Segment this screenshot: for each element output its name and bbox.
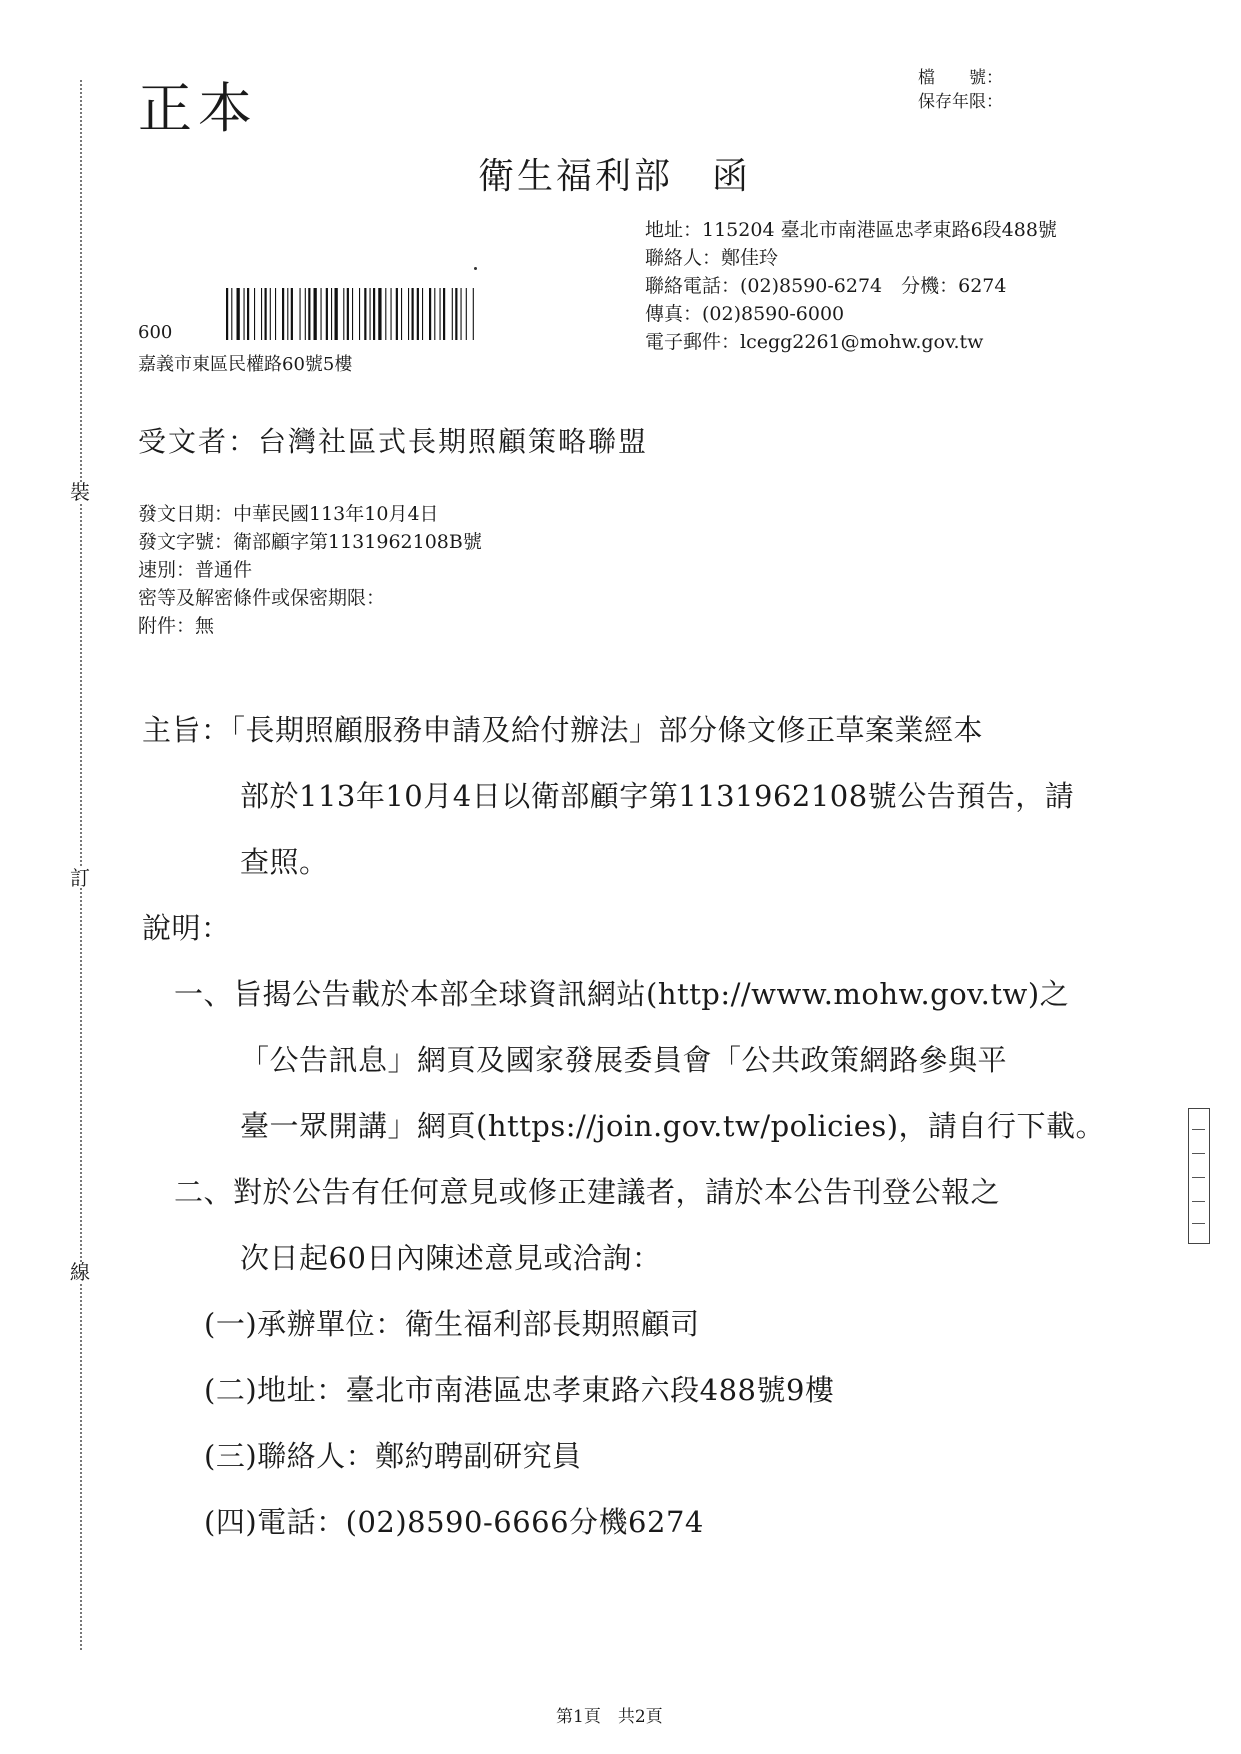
sender-contact-block	[645, 216, 1057, 356]
sub-item-1: (一)承辦單位：衛生福利部長期照顧司	[204, 1307, 700, 1341]
barcode-bar	[305, 288, 306, 340]
item-one-line-2: 「公告訊息」網頁及國家發展委員會「公共政策網路參與平	[240, 1043, 1008, 1077]
barcode-bar	[261, 288, 262, 340]
barcode-bar	[473, 288, 474, 340]
issue-date: 發文日期：中華民國113年10月4日	[138, 503, 439, 525]
barcode-bar	[373, 288, 375, 340]
recipient-line: 受文者：台灣社區式長期照顧策略聯盟	[138, 425, 649, 458]
subject-line-2: 部於113年10月4日以衛部顧字第1131962108號公告預告，請	[240, 779, 1075, 813]
barcode-bar	[455, 288, 457, 340]
barcode-bar	[352, 288, 353, 340]
barcode-bar	[247, 288, 249, 340]
secrecy-level: 密等及解密條件或保密期限：	[138, 587, 386, 609]
barcode-bar	[408, 288, 409, 340]
barcode-bar	[422, 288, 423, 340]
binding-mark-bottom: 線	[70, 1260, 90, 1284]
barcode-bar	[300, 288, 301, 340]
recipient-address: 嘉義市東區民權路60號5樓	[138, 354, 353, 375]
barcode-bar	[331, 288, 332, 340]
barcode-bar	[440, 288, 441, 340]
sub-item-2: (二)地址：臺北市南港區忠孝東路六段488號9樓	[204, 1373, 835, 1407]
barcode-bar	[335, 288, 338, 340]
barcode-bar	[359, 288, 360, 340]
item-two-line-1: 二、對於公告有任何意見或修正建議者，請於本公告刊登公報之	[174, 1175, 1001, 1209]
barcode-bar	[282, 288, 284, 340]
barcode-bar	[231, 288, 232, 340]
barcode-bar	[396, 288, 398, 340]
barcode-bar	[412, 288, 414, 340]
recipient-zip: 600	[138, 322, 173, 343]
sub-item-4: (四)電話：(02)8590-6666分機6274	[204, 1505, 704, 1539]
barcode-bar	[326, 288, 328, 340]
barcode-bar	[308, 288, 310, 340]
barcode-bar	[417, 288, 419, 340]
barcode-bar	[370, 288, 371, 340]
barcode-bar	[287, 288, 288, 340]
subject-line-3: 查照。	[240, 845, 329, 879]
barcode-bar	[265, 288, 267, 340]
barcode-bar	[291, 288, 293, 340]
item-one-line-3: 臺一眾開講」網頁(https://join.gov.tw/policies)，請自行下載。	[240, 1109, 1106, 1143]
barcode-bar	[452, 288, 453, 340]
binding-mark-top: 裝	[70, 480, 90, 504]
barcode-bar	[401, 288, 402, 340]
archive-number-label: 檔 號：	[918, 68, 1003, 88]
item-one-line-1: 一、旨揭公告載於本部全球資訊網站(http://www.mohw.gov.tw)之	[174, 977, 1070, 1011]
document-title: 衛生福利部 函	[478, 156, 752, 197]
contact-phone: 聯絡電話：(02)8590-6274 分機：6274	[645, 275, 1007, 297]
item-two-line-2: 次日起60日內陳述意見或洽詢：	[240, 1241, 662, 1275]
contact-person: 聯絡人：鄭佳玲	[645, 247, 779, 269]
archive-info	[918, 66, 1003, 114]
sub-item-3: (三)聯絡人：鄭約聘副研究員	[204, 1439, 582, 1473]
subject-line-1: 主旨：「長期照顧服務申請及給付辦法」部分條文修正草案業經本	[142, 713, 984, 747]
document-meta	[138, 500, 482, 640]
barcode-bar	[364, 288, 366, 340]
barcode-bar	[343, 288, 344, 340]
barcode-bar	[434, 288, 435, 340]
barcode-bar	[237, 288, 240, 340]
barcode-bar	[461, 288, 462, 340]
document-number: 發文字號：衛部顧字第1131962108B號	[138, 531, 482, 553]
page-number: 第1頁 共2頁	[556, 1707, 663, 1727]
barcode-bar	[385, 288, 386, 340]
binding-mark-middle: 訂	[70, 866, 90, 890]
attachment: 附件：無	[138, 615, 215, 637]
binding-margin-line	[80, 80, 82, 1650]
postal-barcode	[226, 288, 532, 340]
barcode-bar	[275, 288, 276, 340]
delivery-speed: 速別：普通件	[138, 559, 253, 581]
barcode-bar	[314, 288, 317, 340]
barcode-bar	[378, 288, 381, 340]
barcode-bar	[244, 288, 245, 340]
explanation-heading: 說明：	[142, 911, 231, 945]
contact-fax: 傳真：(02)8590-6000	[645, 303, 845, 325]
barcode-bar	[254, 288, 255, 340]
scan-speck	[474, 267, 477, 270]
barcode-bar	[443, 288, 445, 340]
retention-period-label: 保存年限：	[918, 92, 1003, 112]
received-stamp-mark	[1188, 1108, 1210, 1244]
barcode-bar	[391, 288, 392, 340]
original-copy-label: 正本	[138, 77, 258, 140]
barcode-bar	[321, 288, 322, 340]
contact-email: 電子郵件：lcegg2261@mohw.gov.tw	[645, 331, 984, 353]
barcode-bar	[466, 288, 467, 340]
barcode-bar	[347, 288, 349, 340]
barcode-bar	[270, 288, 271, 340]
barcode-bar	[429, 288, 431, 340]
barcode-bar	[226, 288, 228, 340]
sender-address: 地址：115204 臺北市南港區忠孝東路6段488號	[645, 219, 1057, 241]
